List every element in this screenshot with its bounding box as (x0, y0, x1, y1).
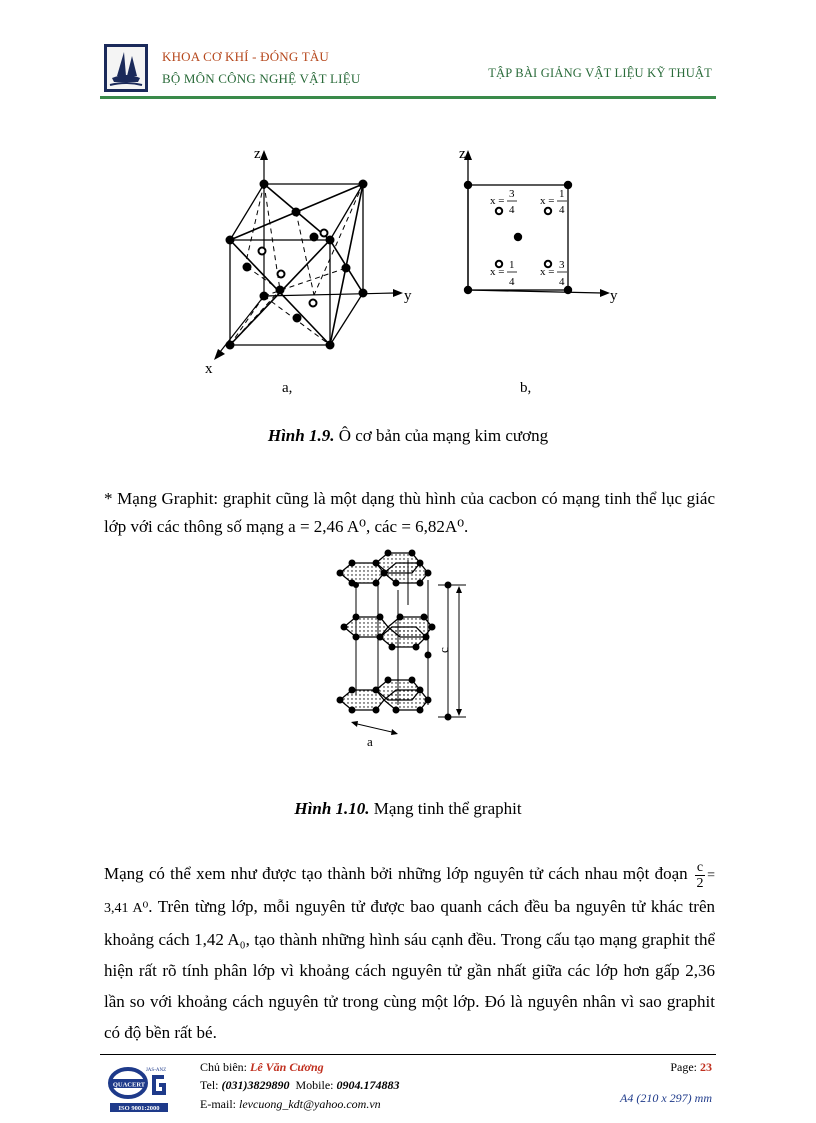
label-a: a (367, 734, 373, 749)
svg-text:3: 3 (509, 188, 515, 200)
axis-y-b: y (610, 288, 618, 304)
figure-1-10-caption: Hình 1.10. Mạng tinh thể graphit (294, 799, 522, 818)
quacert-iso-logo (106, 1061, 172, 1113)
svg-text:4: 4 (559, 276, 565, 288)
axis-z-b: z (459, 146, 466, 162)
subfigure-label-a: a, (282, 380, 293, 396)
footer-editor: Chủ biên: Lê Văn Cương (200, 1060, 324, 1074)
diamond-atoms-3d (226, 180, 368, 350)
figure-1-9-diagram (190, 140, 630, 402)
svg-text:4: 4 (509, 276, 515, 288)
graphite-structure-paragraph: Mạng có thể xem như được tạo thành bởi những lớp nguyên tử cách nhau một đoạn $\frac{c}{2}$ = 3,41 A⁰. Trên từng lớp, mỗi nguyên tử được bao quanh cách đều ba nguyên tử khác trên khoảng cách 1,42 A₀, tạo thành những hình sáu cạnh đều. Trong cấu tạo mạng graphit thể hiện rất rõ tính phân lớp vì khoảng cách nguyên tử gần nhất giữa các lớp hơn gấp 2,36 lần so với khoảng cách nguyên tử trong cùng một lớp. Đó là nguyên nhân vì sao graphit có độ bền rất bé. (104, 859, 716, 1042)
figure-1-9-caption: Hình 1.9. Ô cơ bản của mạng kim cương (267, 426, 549, 445)
projection-open-atoms (496, 208, 551, 267)
svg-text:1: 1 (509, 259, 515, 271)
svg-text:x =: x = (540, 195, 555, 207)
svg-text:x =: x = (490, 195, 505, 207)
svg-text:x =: x = (490, 266, 505, 278)
svg-text:3: 3 (559, 259, 565, 271)
projection-corner-atoms (464, 181, 572, 294)
svg-text:JAS-ANZ: JAS-ANZ (145, 1068, 167, 1073)
axis-y-a: y (404, 288, 412, 304)
svg-text:QUACERT: QUACERT (112, 1081, 146, 1089)
footer-phone: Tel: (031)3829890 Mobile: 0904.174883 (200, 1078, 400, 1092)
page-number: Page: 23 (670, 1060, 712, 1074)
graphite-intro-paragraph: * Mạng Graphit: graphit cũng là một dạng thù hình của cacbon có mạng tinh thể lục giác lớp với các thông số mạng a = 2,46 A⁰, các = 6,82A⁰. (104, 489, 715, 536)
footer-email: E-mail: levcuong_kdt@yahoo.com.vn (200, 1097, 381, 1111)
diamond-projection (464, 150, 610, 297)
header-rule (100, 96, 716, 99)
svg-text:4: 4 (559, 204, 565, 216)
diamond-cell-3d (214, 150, 403, 360)
footer-rule (100, 1054, 716, 1055)
fraction-c-over-2: $\frac{c}{2}$ (696, 859, 704, 891)
figure-1-10-graphite-diagram (326, 545, 476, 750)
svg-text:ISO 9001:2000: ISO 9001:2000 (118, 1105, 160, 1112)
svg-text:1: 1 (559, 188, 565, 200)
axis-x-a: x (205, 361, 213, 377)
department-name: BỘ MÔN CÔNG NGHỆ VẬT LIỆU (162, 71, 361, 86)
university-logo (104, 44, 148, 92)
label-c: c (436, 647, 451, 653)
axis-z-a: z (254, 146, 261, 162)
page-size: A4 (210 x 297) mm (620, 1091, 712, 1105)
subfigure-label-b: b, (520, 380, 532, 396)
faculty-name: KHOA CƠ KHÍ - ĐÓNG TÀU (162, 49, 330, 64)
book-title: TẬP BÀI GIẢNG VẬT LIỆU KỸ THUẬT (488, 66, 712, 80)
svg-text:4: 4 (509, 204, 515, 216)
svg-text:x =: x = (540, 266, 555, 278)
